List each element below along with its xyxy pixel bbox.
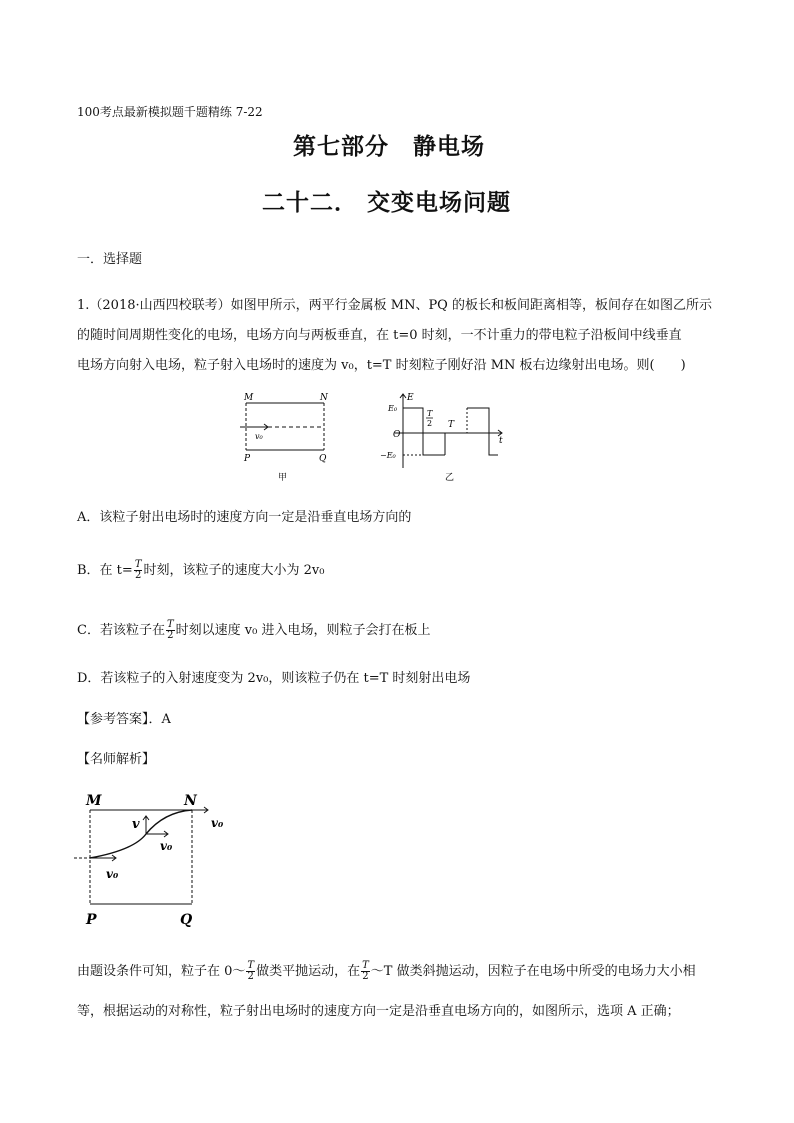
- caption-jia: 甲: [278, 473, 288, 483]
- label-T: T: [448, 420, 455, 430]
- option-b-pre: B．在 t=: [77, 563, 133, 578]
- frac-num: T: [362, 960, 369, 971]
- label-E: E: [407, 393, 414, 403]
- label-O: O: [393, 430, 401, 440]
- series-header: 100考点最新模拟题千题精练 7-22: [77, 105, 263, 119]
- question-line-1: 1.（2018·山西四校联考）如图甲所示，两平行金属板 MN、PQ 的板长和板间距离相等，板间存在如图乙所示: [77, 298, 712, 313]
- label-T2-den: 2: [427, 419, 433, 428]
- option-b-post: 时刻，该粒子的速度大小为 2v₀: [143, 563, 325, 578]
- explanation-1c: ～T 做类斜抛运动，因粒子在电场中所受的电场力大小相: [370, 964, 696, 979]
- frac-num: T: [166, 619, 174, 630]
- label-v0-left: v₀: [106, 867, 119, 881]
- label-v: v: [132, 817, 140, 832]
- option-c: [77, 620, 430, 641]
- frac-den: 2: [167, 630, 174, 641]
- frac-num: T: [247, 960, 255, 971]
- label-v0-mid: v₀: [160, 839, 173, 853]
- figure-1-graph: [395, 394, 502, 468]
- label-M: M: [86, 793, 102, 809]
- label-N: N: [320, 393, 328, 403]
- analysis-label: 【名师解析】: [77, 752, 156, 767]
- label-P: P: [244, 454, 251, 464]
- frac-den: 2: [247, 971, 254, 982]
- label-v0: v₀: [255, 432, 263, 441]
- label-T2-num: T: [427, 409, 433, 418]
- figure-1-plates: [240, 403, 324, 450]
- explanation-line-1: [77, 961, 696, 982]
- frac-den: 2: [362, 971, 369, 982]
- answer: 【参考答案】．A: [77, 712, 171, 727]
- fraction-t-half: [361, 961, 370, 982]
- label-negE0: −E₀: [380, 451, 396, 460]
- label-N: N: [184, 793, 197, 809]
- question-line-3: 电场方向射入电场，粒子射入电场时的速度为 v₀，t=T 时刻粒子刚好沿 MN 板右边缘射出电场。则( ): [77, 358, 686, 373]
- explanation-1a: 由题设条件可知，粒子在 0～: [77, 964, 246, 979]
- fraction-t-half: [246, 961, 255, 982]
- option-c-post: 时刻以速度 v₀ 进入电场，则粒子会打在板上: [175, 623, 431, 638]
- fraction-t-half: [134, 560, 143, 581]
- label-t: t: [499, 436, 503, 446]
- section-title: 二十二． 交变电场问题: [262, 189, 512, 216]
- label-M: M: [244, 393, 254, 403]
- option-a: A．该粒子射出电场时的速度方向一定是沿垂直电场方向的: [77, 510, 412, 525]
- frac-num: T: [134, 559, 142, 570]
- figure-2: [74, 790, 244, 930]
- caption-yi: 乙: [445, 473, 455, 483]
- label-P: P: [86, 912, 97, 928]
- explanation-line-2: 等，根据运动的对称性，粒子射出电场时的速度方向一定是沿垂直电场方向的，如图所示，选项 A 正确；: [77, 1004, 680, 1019]
- label-E0: E₀: [388, 404, 398, 413]
- option-d: D．若该粒子的入射速度变为 2v₀，则该粒子仍在 t=T 时刻射出电场: [77, 671, 471, 686]
- figure-2-diagram: [74, 807, 208, 904]
- label-Q: Q: [180, 912, 193, 928]
- option-c-pre: C．若该粒子在: [77, 623, 165, 638]
- explanation-1b: 做类平抛运动，在: [256, 964, 361, 979]
- part-title: 第七部分 静电场: [293, 133, 485, 160]
- figure-1: [240, 390, 530, 492]
- frac-den: 2: [134, 570, 142, 581]
- fraction-t-half: [166, 620, 175, 641]
- label-v0-right: v₀: [211, 816, 224, 830]
- option-b: [77, 560, 324, 581]
- section-label: 一．选择题: [77, 252, 143, 267]
- label-Q: Q: [319, 454, 327, 464]
- question-line-2: 的随时间周期性变化的电场，电场方向与两板垂直，在 t=0 时刻，一不计重力的带电粒子沿板间中线垂直: [77, 328, 682, 343]
